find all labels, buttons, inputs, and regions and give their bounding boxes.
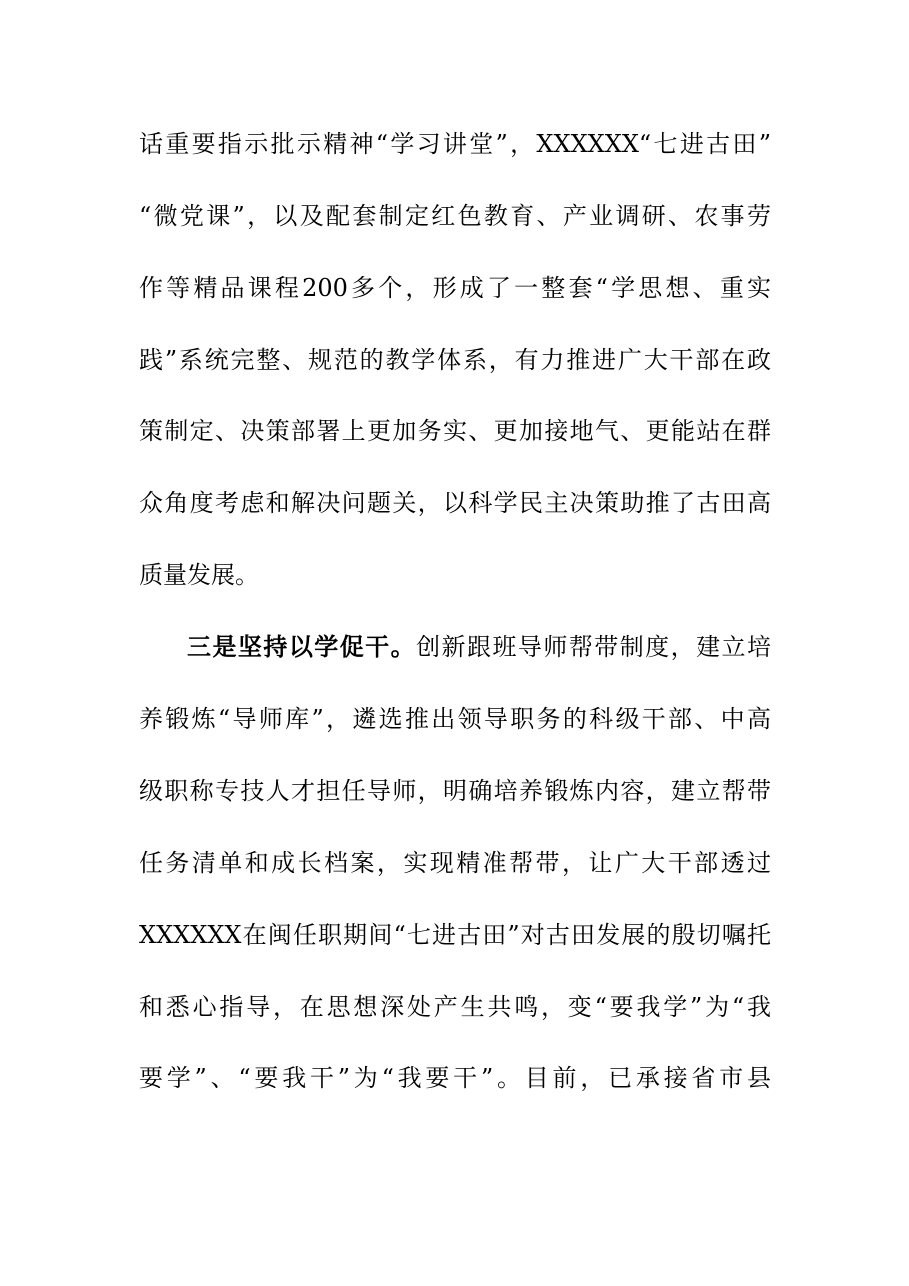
- paragraph-line: 策制定、决策部署上更加务实、更加接地气、更能站在群: [139, 417, 771, 445]
- paragraph-line: “微党课”，以及配套制定红色教育、产业调研、农事劳: [139, 202, 771, 230]
- paragraph-line: 话重要指示批示精神“学习讲堂”，XXXXXX“七进古田”: [139, 130, 771, 158]
- paragraph-line: 要学”、“要我干”为“我要干”。目前，已承接省市县: [139, 1064, 771, 1092]
- paragraph-line: XXXXXX在闽任职期间“七进古田”对古田发展的殷切嘱托: [139, 921, 771, 949]
- paragraph-line: 践”系统完整、规范的教学体系，有力推进广大干部在政: [139, 346, 771, 374]
- paragraph-line: 质量发展。: [139, 561, 259, 589]
- paragraph-line: 作等精品课程200多个，形成了一整套“学思想、重实: [139, 274, 771, 302]
- paragraph-line: 任务清单和成长档案，实现精准帮带，让广大干部透过: [139, 849, 771, 877]
- paragraph-first-line: [187, 627, 771, 667]
- paragraph-heading: 三是坚持以学促干。: [187, 632, 417, 661]
- paragraph-first-line-text: 创新跟班导师帮带制度，建立培: [416, 633, 772, 661]
- paragraph-line: 级职称专技人才担任导师，明确培养锻炼内容，建立帮带: [139, 777, 771, 805]
- paragraph-line: 众角度考虑和解决问题关，以科学民主决策助推了古田高: [139, 489, 771, 517]
- paragraph-line: 和悉心指导，在思想深处产生共鸣，变“要我学”为“我: [139, 993, 771, 1021]
- paragraph-line: 养锻炼“导师库”，遴选推出领导职务的科级干部、中高: [139, 705, 771, 733]
